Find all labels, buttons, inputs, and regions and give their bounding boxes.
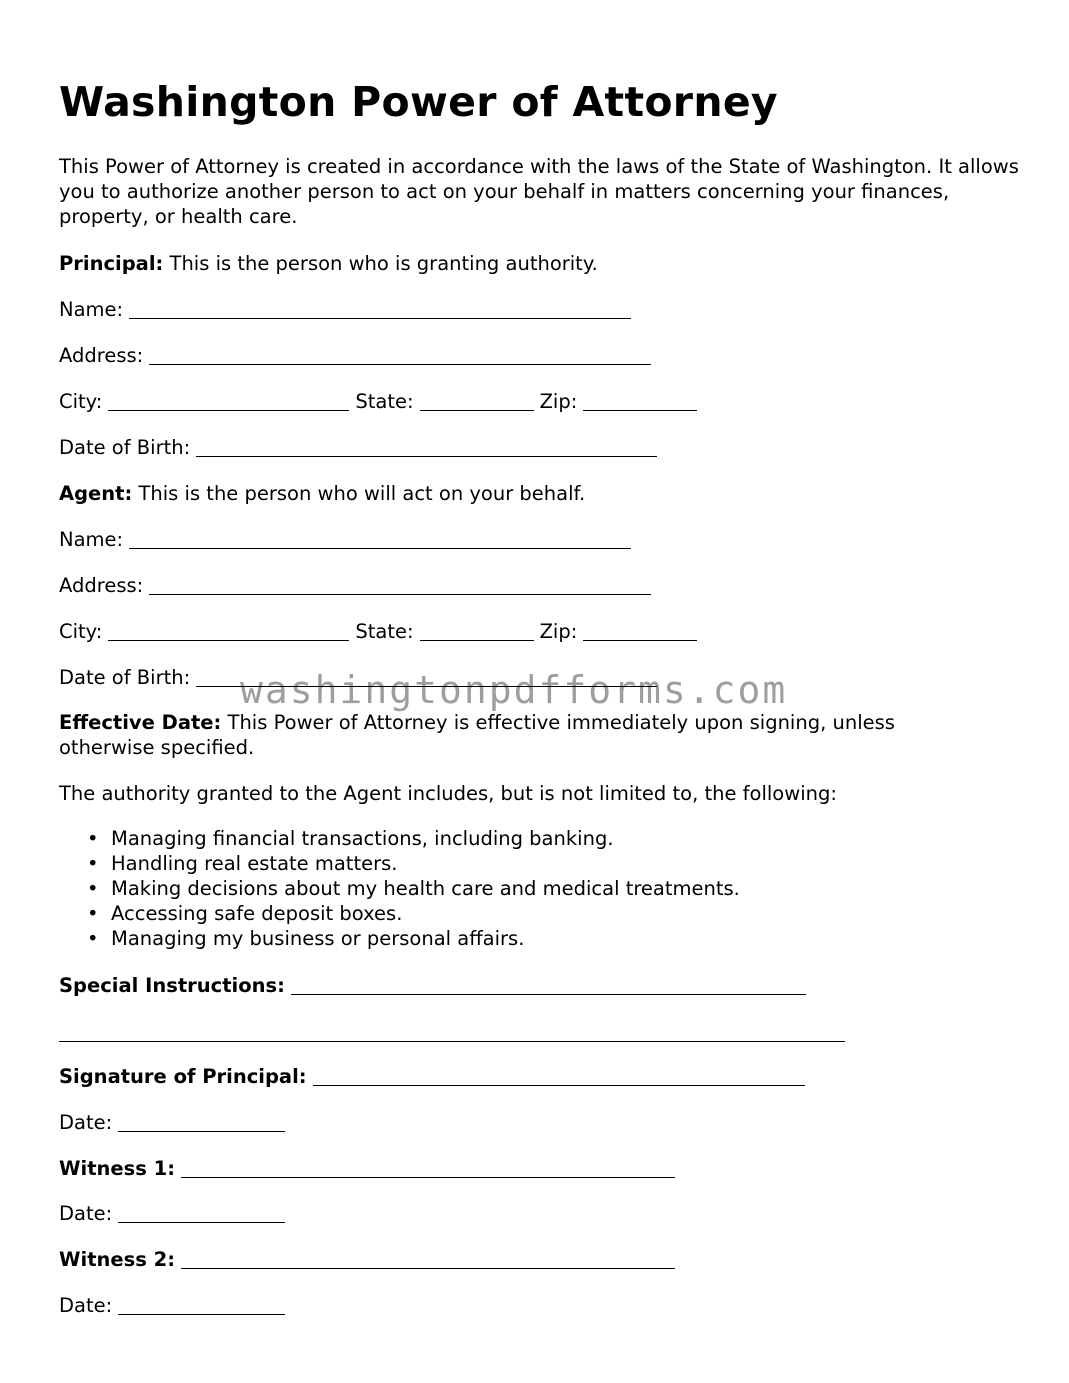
- witness1-date-row: [59, 1201, 285, 1226]
- watermark: washingtonpdfforms.com: [240, 668, 788, 712]
- agent-name-field[interactable]: [129, 528, 631, 549]
- intro-paragraph: This Power of Attorney is created in accordance with the laws of the State of Washington. It allows you to authorize another person to act on your behalf in matters concerning your finances, property, or health care.: [59, 155, 1019, 228]
- witness2-date-label: Date:: [59, 1294, 113, 1317]
- principal-name-field[interactable]: [129, 298, 631, 319]
- effective-date-label: Effective Date:: [59, 711, 222, 734]
- agent-heading: [59, 481, 585, 506]
- principal-zip-field[interactable]: [583, 390, 697, 411]
- witness1-signature-field[interactable]: [181, 1157, 675, 1178]
- witness1-date-field[interactable]: [118, 1202, 285, 1223]
- special-instructions-field-2[interactable]: [59, 1040, 845, 1042]
- agent-name-row: [59, 527, 631, 552]
- agent-zip-label: Zip:: [539, 620, 578, 643]
- document-title: Washington Power of Attorney: [59, 78, 778, 126]
- witness2-label: Witness 2:: [59, 1248, 175, 1271]
- agent-state-label: State:: [355, 620, 414, 643]
- agent-desc: This is the person who will act on your behalf.: [138, 482, 586, 505]
- principal-address-label: Address:: [59, 344, 144, 367]
- witness2-row: [59, 1247, 675, 1272]
- witness2-signature-field[interactable]: [181, 1248, 675, 1269]
- principal-name-row: [59, 297, 631, 322]
- list-item: • Managing my business or personal affairs.: [87, 926, 740, 951]
- principal-dob-label: Date of Birth:: [59, 436, 191, 459]
- witness2-date-row: [59, 1293, 285, 1318]
- principal-city-row: [59, 389, 697, 414]
- agent-address-row: [59, 573, 651, 598]
- effective-date-line-2: otherwise specified.: [59, 736, 255, 759]
- principal-dob-field[interactable]: [196, 436, 657, 457]
- principal-city-field[interactable]: [108, 390, 349, 411]
- authority-list: [87, 826, 740, 951]
- principal-signature-label: Signature of Principal:: [59, 1065, 307, 1088]
- special-instructions-row: [59, 973, 806, 998]
- special-instructions-field[interactable]: [291, 974, 806, 995]
- agent-city-label: City:: [59, 620, 103, 643]
- principal-city-label: City:: [59, 390, 103, 413]
- effective-date-line: [59, 710, 895, 735]
- witness2-date-field[interactable]: [118, 1294, 285, 1315]
- principal-date-row: [59, 1110, 285, 1135]
- agent-state-field[interactable]: [420, 620, 534, 641]
- agent-zip-field[interactable]: [583, 620, 697, 641]
- principal-heading: [59, 251, 598, 276]
- witness1-date-label: Date:: [59, 1202, 113, 1225]
- agent-city-row: [59, 619, 697, 644]
- list-item: • Making decisions about my health care and medical treatments.: [87, 876, 740, 901]
- principal-state-label: State:: [355, 390, 414, 413]
- list-item: • Managing financial transactions, including banking.: [87, 826, 740, 851]
- principal-address-row: [59, 343, 651, 368]
- agent-city-field[interactable]: [108, 620, 349, 641]
- principal-date-label: Date:: [59, 1111, 113, 1134]
- authority-intro: The authority granted to the Agent includes, but is not limited to, the following:: [59, 782, 837, 805]
- principal-zip-label: Zip:: [539, 390, 578, 413]
- list-item: • Handling real estate matters.: [87, 851, 740, 876]
- special-instructions-label: Special Instructions:: [59, 974, 285, 997]
- principal-label: Principal:: [59, 252, 164, 275]
- agent-address-field[interactable]: [149, 574, 651, 595]
- agent-dob-label: Date of Birth:: [59, 666, 191, 689]
- witness1-label: Witness 1:: [59, 1157, 175, 1180]
- effective-date-text: This Power of Attorney is effective immediately upon signing, unless: [227, 711, 895, 734]
- principal-address-field[interactable]: [149, 344, 651, 365]
- principal-desc: This is the person who is granting authority.: [169, 252, 598, 275]
- principal-signature-row: [59, 1064, 805, 1089]
- principal-date-field[interactable]: [118, 1111, 285, 1132]
- witness1-row: [59, 1156, 675, 1181]
- principal-name-label: Name:: [59, 298, 124, 321]
- agent-name-label: Name:: [59, 528, 124, 551]
- agent-label: Agent:: [59, 482, 133, 505]
- principal-signature-field[interactable]: [313, 1065, 805, 1086]
- list-item: • Accessing safe deposit boxes.: [87, 901, 740, 926]
- principal-state-field[interactable]: [420, 390, 534, 411]
- principal-dob-row: [59, 435, 657, 460]
- agent-address-label: Address:: [59, 574, 144, 597]
